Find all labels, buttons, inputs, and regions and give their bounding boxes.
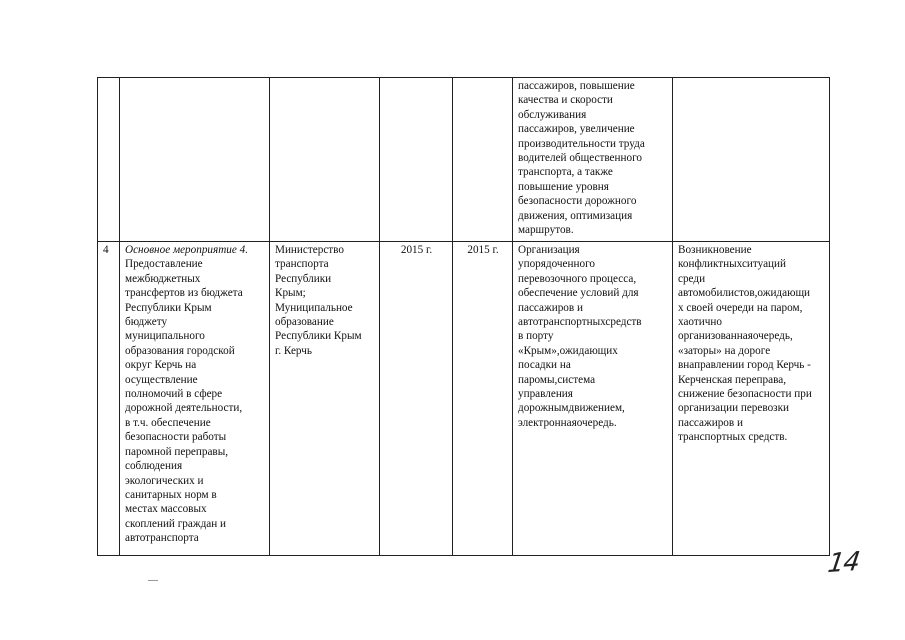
text-line: перевозочного процесса, [518, 272, 637, 285]
cell-consequences [673, 78, 830, 242]
text-line: образования городской [125, 344, 235, 357]
text-line: «Крым»,ожидающих [518, 344, 618, 357]
text-line: Возникновение [678, 244, 752, 256]
text-line: повышение уровня [518, 180, 609, 193]
text-line: паромной переправы, [125, 445, 229, 458]
text-line: х своей очереди на паром, [678, 301, 803, 314]
cell-result [513, 242, 673, 556]
text-line: управления [518, 388, 573, 401]
text-line: образование [275, 316, 334, 329]
text-line: автомобилистов,ожидающи [678, 287, 811, 300]
cell-end [453, 78, 513, 242]
table-row [98, 242, 830, 556]
text-line: муниципального [125, 330, 205, 343]
text-line: паромы,система [518, 373, 596, 386]
cell-measure [120, 78, 270, 242]
text-line: производительности труда [518, 137, 645, 150]
text-line: Крым; [275, 287, 306, 300]
cell-start [380, 242, 453, 556]
text-line: дорожнымдвижением, [518, 402, 625, 415]
text-line: Республики Крым [125, 301, 212, 314]
program-table [97, 77, 830, 556]
handwritten-page-number: 14 [825, 546, 862, 580]
text-line: дорожной деятельности, [125, 402, 243, 415]
text-line: округ Керчь на [125, 359, 197, 372]
text-line: движения, оптимизация [518, 209, 633, 222]
text-line: межбюджетных [125, 272, 201, 285]
text-line: качества и скорости [518, 94, 613, 107]
text-line: экологических и [125, 474, 204, 487]
text-line: «заторы» на дороге [678, 344, 771, 357]
text-line: посадки на [518, 359, 571, 372]
text-line: местах массовых [125, 503, 207, 516]
text-line: снижение безопасности при [678, 388, 812, 401]
text-line: автотранспортныхсредств [518, 316, 642, 329]
cell-executor [270, 78, 380, 242]
text-line: г. Керчь [275, 344, 312, 357]
text-line: в порту [518, 330, 554, 343]
text-line: Республики Крым [275, 330, 362, 343]
text-line: пассажиров и [518, 301, 583, 314]
cell-consequences [673, 242, 830, 556]
text-line: автотранспорта [125, 532, 199, 545]
text-line: Республики [275, 272, 332, 285]
scan-speck [148, 580, 158, 581]
text-line: безопасности дорожного [518, 195, 637, 208]
row-number: 4 [103, 244, 109, 256]
text-line: пассажиров и [678, 416, 743, 429]
measure-title: Основное мероприятие 4. [125, 244, 249, 256]
text-line: трансфертов из бюджета [125, 287, 243, 300]
text-line: маршрутов. [518, 224, 574, 237]
text-line: транспорта, а также [518, 166, 613, 179]
text-line: пассажиров, повышение [518, 80, 635, 92]
text-line: Муниципальное [275, 301, 353, 314]
cell-number [98, 78, 120, 242]
text-line: организованнаяочередь, [678, 330, 793, 343]
text-line: электроннаяочередь. [518, 416, 617, 429]
text-line: организации перевозки [678, 402, 790, 415]
end-year: 2015 г. [467, 244, 499, 256]
text-line: бюджету [125, 316, 168, 329]
text-line: скоплений граждан и [125, 517, 227, 530]
table-row [98, 78, 830, 242]
text-line: полномочий в сфере [125, 388, 223, 401]
text-line: транспорта [275, 258, 329, 271]
cell-result [513, 78, 673, 242]
cell-executor [270, 242, 380, 556]
text-line: водителей общественного [518, 152, 642, 165]
text-line: внаправлении город Керчь - [678, 359, 811, 372]
text-line: обеспечение условий для [518, 287, 639, 300]
text-line: осуществление [125, 373, 198, 386]
text-line: пассажиров, увеличение [518, 123, 635, 136]
text-line: Организация [518, 244, 580, 256]
text-line: Министерство [275, 244, 344, 256]
text-line: транспортных средств. [678, 431, 788, 444]
text-line: конфликтныхситуаций [678, 258, 787, 271]
text-line: среди [678, 272, 706, 285]
text-line: обслуживания [518, 108, 587, 121]
text-line: Керченская переправа, [678, 373, 786, 386]
text-line: санитарных норм в [125, 488, 217, 501]
text-line: хаотично [678, 316, 722, 329]
text-line: Предоставление [125, 258, 203, 271]
start-year: 2015 г. [400, 244, 433, 256]
cell-end [453, 242, 513, 556]
cell-measure [120, 242, 270, 556]
text-line: упорядоченного [518, 258, 595, 271]
text-line: соблюдения [125, 460, 183, 473]
cell-number [98, 242, 120, 556]
cell-start [380, 78, 453, 242]
text-line: в т.ч. обеспечение [125, 416, 211, 429]
text-line: безопасности работы [125, 431, 227, 444]
